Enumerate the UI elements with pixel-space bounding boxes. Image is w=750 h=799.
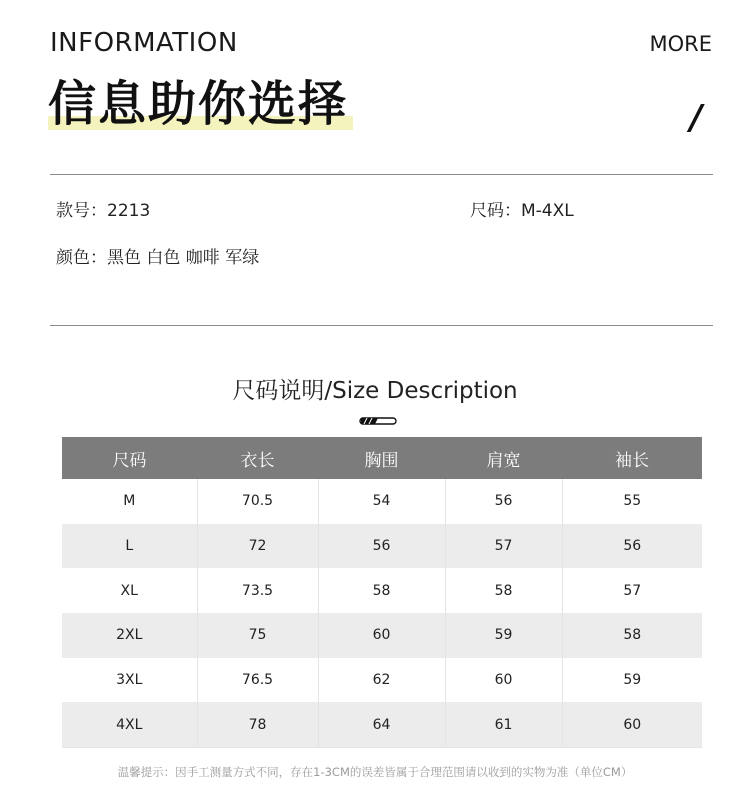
- cell-chest: 64: [318, 702, 445, 747]
- cell-sleeve: 57: [562, 568, 702, 613]
- size-table: [62, 437, 702, 748]
- header-length: 衣长: [197, 437, 318, 479]
- cell-size: XL: [62, 568, 197, 613]
- header-sleeve: 袖长: [562, 437, 702, 479]
- cell-chest: 56: [318, 524, 445, 569]
- size-description-title: 尺码说明/Size Description: [232, 378, 518, 404]
- table-row: [62, 658, 702, 703]
- cell-length: 70.5: [197, 479, 318, 524]
- size-table-header-row: [62, 437, 702, 479]
- cell-shoulder: 57: [445, 524, 562, 569]
- cell-sleeve: 56: [562, 524, 702, 569]
- info-label: INFORMATION: [50, 28, 238, 58]
- size-range: 尺码：M-4XL: [470, 201, 574, 221]
- slash-decoration: /: [690, 98, 703, 138]
- cell-size: M: [62, 479, 197, 524]
- cell-length: 76.5: [197, 658, 318, 703]
- cell-chest: 62: [318, 658, 445, 703]
- cell-chest: 54: [318, 479, 445, 524]
- divider-top: [50, 174, 713, 175]
- measurement-note: 温馨提示：因手工测量方式不同，存在1-3CM的误差皆属于合理范围请以收到的实物为准（单位CM）: [117, 765, 633, 779]
- cell-length: 73.5: [197, 568, 318, 613]
- cell-shoulder: 58: [445, 568, 562, 613]
- cell-shoulder: 61: [445, 702, 562, 747]
- cell-shoulder: 60: [445, 658, 562, 703]
- header-size: 尺码: [62, 437, 197, 479]
- cell-size: 4XL: [62, 702, 197, 747]
- cell-length: 75: [197, 613, 318, 658]
- table-row: [62, 524, 702, 569]
- style-number: 款号：2213: [56, 201, 151, 221]
- divider-bottom: [50, 325, 713, 326]
- table-row: [62, 568, 702, 613]
- cell-size: 3XL: [62, 658, 197, 703]
- cell-chest: 58: [318, 568, 445, 613]
- table-row: [62, 613, 702, 658]
- cell-length: 72: [197, 524, 318, 569]
- cell-sleeve: 55: [562, 479, 702, 524]
- header-chest: 胸围: [318, 437, 445, 479]
- cell-shoulder: 59: [445, 613, 562, 658]
- cell-shoulder: 56: [445, 479, 562, 524]
- cell-sleeve: 60: [562, 702, 702, 747]
- page-title: 信息助你选择: [48, 76, 349, 132]
- cell-sleeve: 58: [562, 613, 702, 658]
- cell-size: 2XL: [62, 613, 197, 658]
- table-row: [62, 479, 702, 524]
- color-options: 颜色：黑色 白色 咖啡 军绿: [56, 248, 260, 268]
- cell-length: 78: [197, 702, 318, 747]
- cell-chest: 60: [318, 613, 445, 658]
- cell-sleeve: 59: [562, 658, 702, 703]
- progress-decoration-icon: [358, 415, 398, 427]
- page-title-block: [48, 74, 348, 134]
- cell-size: L: [62, 524, 197, 569]
- header-shoulder: 肩宽: [445, 437, 562, 479]
- more-link[interactable]: MORE: [649, 32, 712, 56]
- table-row: [62, 702, 702, 747]
